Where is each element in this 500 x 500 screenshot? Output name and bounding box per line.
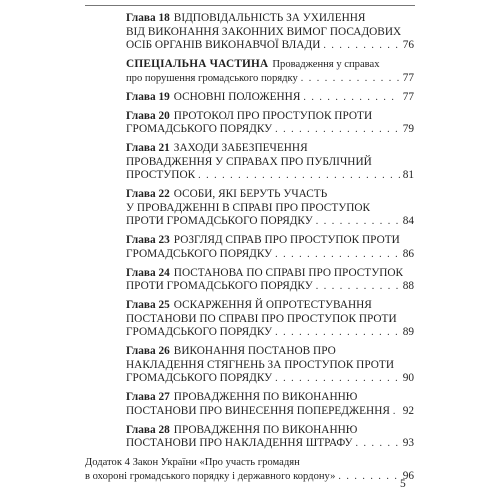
entry-title-text: ПРОВАДЖЕННЯ ПО ВИКОНАННЮ xyxy=(173,391,358,403)
toc-annex-entry xyxy=(85,456,414,483)
toc-entry-line xyxy=(126,437,414,451)
entry-title-text: ЗАХОДИ ЗАБЕЗПЕЧЕННЯ xyxy=(173,142,308,154)
entry-page-number: 92 xyxy=(402,404,414,417)
entry-title-text: в охороні громадського порядку і державного кордону» xyxy=(85,470,336,482)
toc-entry-line xyxy=(126,313,414,327)
dot-leader xyxy=(303,91,399,105)
dot-leader xyxy=(275,248,400,262)
toc-entry-line xyxy=(126,123,414,137)
entry-title-text: У ПРОВАДЖЕННІ В СПРАВІ ПРО ПРОСТУПОК xyxy=(126,201,371,214)
toc-entry-line xyxy=(85,470,414,484)
toc-entry-line xyxy=(126,12,414,26)
chapter-label: Глава 18 xyxy=(126,12,170,24)
chapter-label: Глава 23 xyxy=(126,234,170,246)
toc-entry-line xyxy=(126,424,414,438)
entry-page-number: 81 xyxy=(402,169,414,181)
dot-leader xyxy=(301,72,400,86)
toc-entry-line xyxy=(126,267,414,281)
toc-chapter-entry xyxy=(126,424,414,451)
dot-leader xyxy=(316,280,400,294)
toc-entry-line xyxy=(126,169,414,183)
toc-entry-line xyxy=(126,359,414,373)
entry-page-number: 88 xyxy=(402,280,414,292)
toc-entry-line xyxy=(126,280,414,294)
entry-title-text: ГРОМАДСЬКОГО ПОРЯДКУ xyxy=(126,326,273,338)
toc-entry-line xyxy=(126,58,414,72)
toc-entry-line xyxy=(126,215,414,229)
entry-title-text: ПРОТИ ГРОМАДСЬКОГО ПОРЯДКУ xyxy=(126,215,313,227)
toc-chapter-entry xyxy=(126,391,414,418)
entry-title-text: ПРОТИ ГРОМАДСЬКОГО ПОРЯДКУ xyxy=(126,280,313,292)
entry-title-text: ВІДПОВІДАЛЬНІСТЬ ЗА УХИЛЕННЯ xyxy=(173,12,366,24)
entry-page-number: 79 xyxy=(402,123,414,135)
chapter-label: Глава 28 xyxy=(126,423,170,436)
dot-leader xyxy=(275,326,400,340)
toc-section-entry xyxy=(126,58,414,85)
entry-title-text: ВИКОНАННЯ ПОСТАНОВ ПРО xyxy=(173,345,336,357)
chapter-label: Глава 27 xyxy=(126,391,170,403)
chapter-label: Глава 24 xyxy=(126,266,170,279)
entry-title-text: ОСКАРЖЕННЯ Й ОПРОТЕСТУВАННЯ xyxy=(173,299,372,311)
toc-entry-line xyxy=(126,405,414,419)
section-label: СПЕЦІАЛЬНА ЧАСТИНА xyxy=(126,58,269,70)
entry-title-text: Додаток 4 Закон України «Про участь громадян xyxy=(85,457,300,468)
toc-entry-line xyxy=(126,39,414,53)
toc-chapter-entry xyxy=(126,188,414,229)
entry-title-text: ВІД ВИКОНАННЯ ЗАКОННИХ ВИМОГ ПОСАДОВИХ xyxy=(126,25,402,38)
entry-title-text: ПОСТАНОВИ ПРО ВИНЕСЕННЯ ПОПЕРЕДЖЕННЯ xyxy=(126,404,390,417)
dot-leader xyxy=(338,470,399,484)
toc-chapter-entry xyxy=(126,12,414,53)
entry-page-number: 84 xyxy=(402,215,414,227)
toc-entry-line xyxy=(126,345,414,359)
toc-entry-line xyxy=(126,188,414,202)
top-rule xyxy=(85,5,415,6)
toc-entry-line xyxy=(126,248,414,262)
entry-page-number: 93 xyxy=(402,437,414,449)
chapter-label: Глава 21 xyxy=(126,142,170,154)
entry-page-number: 77 xyxy=(402,71,414,84)
entry-title-text: ОСОБИ, ЯКІ БЕРУТЬ УЧАСТЬ xyxy=(173,188,328,200)
entry-title-text: ГРОМАДСЬКОГО ПОРЯДКУ xyxy=(126,247,273,260)
toc-entry-line xyxy=(126,26,414,40)
entry-title-text: ОСІБ ОРГАНІВ ВИКОНАВЧОЇ ВЛАДИ xyxy=(126,39,321,51)
chapter-label: Глава 19 xyxy=(126,90,170,103)
toc-chapter-entry xyxy=(126,345,414,386)
entry-title-text: ПОСТАНОВИ ПО СПРАВІ ПРО ПРОСТУПОК ПРОТИ xyxy=(126,312,397,325)
dot-leader xyxy=(355,437,399,451)
chapter-label: Глава 25 xyxy=(126,299,170,311)
toc-entry-line xyxy=(126,72,414,86)
entry-title-text: про порушення громадського порядку xyxy=(126,72,298,84)
toc-chapter-entry xyxy=(126,234,414,261)
dot-leader xyxy=(393,405,400,419)
entry-page-number: 96 xyxy=(402,469,414,482)
entry-title-text: РОЗГЛЯД СПРАВ ПРО ПРОСТУПОК ПРОТИ xyxy=(173,234,400,246)
page-number: 5 xyxy=(400,478,406,490)
dot-leader xyxy=(323,39,399,53)
toc-chapter-entry xyxy=(126,299,414,340)
entry-page-number: 89 xyxy=(402,326,414,338)
chapter-label: Глава 20 xyxy=(126,109,170,122)
toc-chapter-entry xyxy=(126,267,414,294)
entry-title-text: ПРОСТУПОК xyxy=(126,169,196,181)
toc-entry-line xyxy=(126,202,414,216)
toc-chapter-entry xyxy=(126,110,414,137)
entry-title-text: ОСНОВНІ ПОЛОЖЕННЯ xyxy=(173,90,301,103)
toc-entry-line xyxy=(126,391,414,405)
toc-entry-line xyxy=(126,234,414,248)
toc-entry-line xyxy=(126,91,414,105)
toc-entry-line xyxy=(126,110,414,124)
entry-title-text: ГРОМАДСЬКОГО ПОРЯДКУ xyxy=(126,372,273,384)
toc-chapter-entry xyxy=(126,142,414,183)
entry-title-text: ПРОВАДЖЕННЯ У СПРАВАХ ПРО ПУБЛІЧНИЙ xyxy=(126,155,372,168)
dot-leader xyxy=(198,169,400,183)
entry-title-text: ПОСТАНОВИ ПРО НАКЛАДЕННЯ ШТРАФУ xyxy=(126,437,353,449)
dot-leader xyxy=(316,215,400,229)
toc-entry-line xyxy=(126,156,414,170)
entry-title-text: ПРОТОКОЛ ПРО ПРОСТУПОК ПРОТИ xyxy=(173,109,373,122)
entry-title-text: НАКЛАДЕННЯ СТЯГНЕНЬ ЗА ПРОСТУПОК ПРОТИ xyxy=(126,358,394,371)
toc-chapter-entry xyxy=(126,91,414,105)
entry-title-text: Провадження у справах xyxy=(272,59,380,70)
toc-entry-line xyxy=(126,299,414,313)
entry-page-number: 76 xyxy=(402,39,414,51)
entry-title-text: ГРОМАДСЬКОГО ПОРЯДКУ xyxy=(126,123,273,135)
entry-title-text: ПОСТАНОВА ПО СПРАВІ ПРО ПРОСТУПОК xyxy=(173,266,404,279)
entry-title-text: ПРОВАДЖЕННЯ ПО ВИКОНАННЮ xyxy=(173,423,358,436)
entry-page-number: 86 xyxy=(402,247,414,260)
chapter-label: Глава 22 xyxy=(126,188,170,200)
toc-entry-line xyxy=(126,326,414,340)
toc-entry-line xyxy=(126,372,414,386)
table-of-contents xyxy=(0,12,500,489)
toc-entry-line xyxy=(126,142,414,156)
dot-leader xyxy=(275,123,400,137)
entry-page-number: 90 xyxy=(402,372,414,384)
dot-leader xyxy=(275,372,400,386)
chapter-label: Глава 26 xyxy=(126,345,170,357)
entry-page-number: 77 xyxy=(402,90,414,103)
toc-entry-line xyxy=(85,456,414,470)
